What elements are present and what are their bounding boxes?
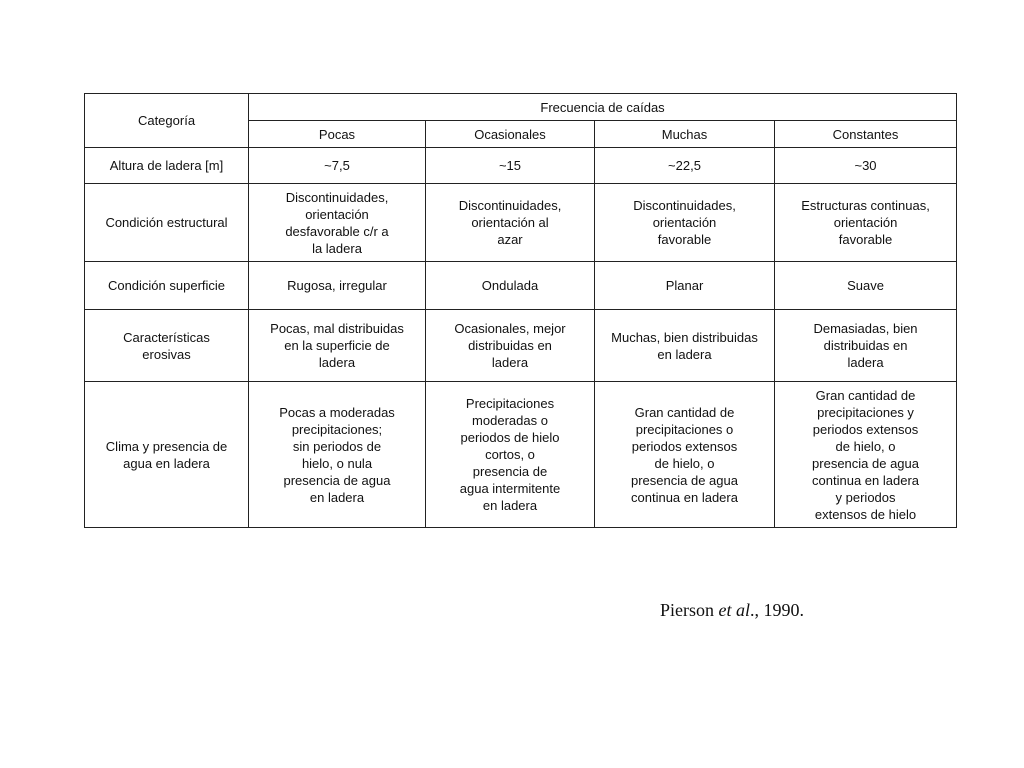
table-cell: ~30 <box>775 148 957 184</box>
rockfall-frequency-table <box>84 93 957 528</box>
table-row <box>85 382 957 528</box>
table-row <box>85 184 957 262</box>
row-label: Condición superficie <box>85 262 249 310</box>
frequency-header: Frecuencia de caídas <box>249 94 957 121</box>
table-cell: ~7,5 <box>249 148 426 184</box>
table-cell: Gran cantidad de precipitaciones o periodos extensos de hielo, o presencia de agua continua en ladera <box>595 382 775 528</box>
table-cell: Ocasionales, mejor distribuidas en ladera <box>426 310 595 382</box>
column-header-muchas: Muchas <box>595 121 775 148</box>
table-cell: Discontinuidades, orientación al azar <box>426 184 595 262</box>
table-cell: ~15 <box>426 148 595 184</box>
citation-author: Pierson <box>660 600 719 620</box>
row-label: Clima y presencia de agua en ladera <box>85 382 249 528</box>
table-cell: Pocas, mal distribuidas en la superficie de ladera <box>249 310 426 382</box>
table-row <box>85 148 957 184</box>
table-row <box>85 262 957 310</box>
category-header: Categoría <box>85 94 249 148</box>
table-cell: Gran cantidad de precipitaciones y periodos extensos de hielo, o presencia de agua continua en ladera y periodos extensos de hielo <box>775 382 957 528</box>
column-header-ocasionales: Ocasionales <box>426 121 595 148</box>
table-cell: Discontinuidades, orientación favorable <box>595 184 775 262</box>
citation-year: ., 1990. <box>750 600 804 620</box>
table-cell: Precipitaciones moderadas o periodos de hielo cortos, o presencia de agua intermitente en ladera <box>426 382 595 528</box>
row-label: Características erosivas <box>85 310 249 382</box>
table-cell: ~22,5 <box>595 148 775 184</box>
table-row <box>85 310 957 382</box>
table-cell: Muchas, bien distribuidas en ladera <box>595 310 775 382</box>
table-header-row <box>85 94 957 121</box>
citation <box>660 600 804 621</box>
table-cell: Pocas a moderadas precipitaciones; sin periodos de hielo, o nula presencia de agua en ladera <box>249 382 426 528</box>
citation-etal: et al <box>718 600 750 620</box>
table-cell: Ondulada <box>426 262 595 310</box>
table-cell: Demasiadas, bien distribuidas en ladera <box>775 310 957 382</box>
table-cell: Suave <box>775 262 957 310</box>
column-header-constantes: Constantes <box>775 121 957 148</box>
row-label: Altura de ladera [m] <box>85 148 249 184</box>
table-cell: Estructuras continuas, orientación favorable <box>775 184 957 262</box>
table-cell: Rugosa, irregular <box>249 262 426 310</box>
row-label: Condición estructural <box>85 184 249 262</box>
table-cell: Planar <box>595 262 775 310</box>
column-header-pocas: Pocas <box>249 121 426 148</box>
table-cell: Discontinuidades, orientación desfavorable c/r a la ladera <box>249 184 426 262</box>
